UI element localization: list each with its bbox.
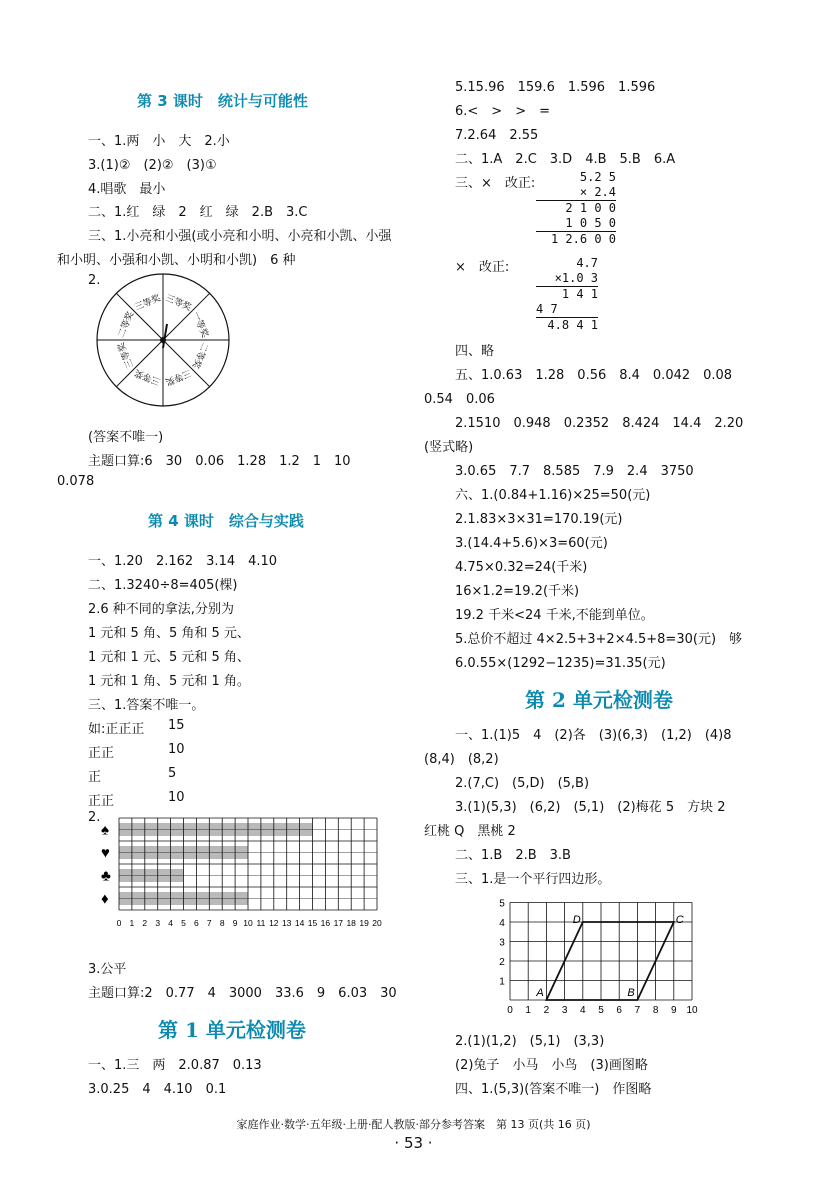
- grid-tick-label: 11: [256, 918, 266, 928]
- answer-line: 7.2.64 2.55: [455, 128, 539, 143]
- answer-line: 主题口算:6 30 0.06 1.28 1.2 1 10: [88, 454, 351, 469]
- coord-y-tick: 2: [499, 957, 505, 968]
- answer-line: 6.< > > =: [455, 104, 550, 119]
- point-label: B: [627, 987, 635, 999]
- answer-line: 1 元和 5 角、5 角和 5 元、: [88, 626, 250, 641]
- answer-line: 三、1.小亮和小强(或小亮和小明、小亮和小凯、小强: [88, 229, 392, 244]
- answer-line: 0.078: [57, 474, 95, 489]
- tally-mark: 如:正正正: [88, 722, 145, 737]
- wheel-sector-label: 三等奖: [115, 341, 136, 370]
- grid-tick-label: 13: [281, 918, 292, 928]
- coord-y-tick: 4: [499, 918, 505, 929]
- grid-tick-label: 16: [320, 918, 331, 928]
- answer-line: 四、1.(5,3)(答案不唯一) 作图略: [455, 1082, 652, 1097]
- tally-mark: 正正: [88, 794, 115, 809]
- answer-line: 16×1.2=19.2(千米): [455, 584, 580, 599]
- suit-icon: ♣: [101, 867, 111, 885]
- answer-line: 5.总价不超过 4×2.5+3+2×4.5+8=30(元) 够: [455, 632, 743, 647]
- answer-line: 三、1.是一个平行四边形。: [455, 872, 611, 887]
- answer-line: 二、1.红 绿 2 红 绿 2.B 3.C: [88, 205, 308, 220]
- answer-line: 2.: [88, 273, 101, 288]
- grid-tick-label: 5: [181, 918, 186, 928]
- answer-line: 3.0.25 4 4.10 0.1: [88, 1082, 227, 1097]
- grid-tick-label: 10: [243, 918, 253, 928]
- coord-x-tick: 10: [686, 1005, 698, 1016]
- wheel-sector-label: 三等奖: [133, 367, 162, 388]
- grid-tick-label: 2: [142, 918, 148, 928]
- answer-line: 2.1.83×3×31=170.19(元): [455, 512, 623, 527]
- tally-count: 10: [168, 790, 185, 805]
- tally-mark: 正: [88, 770, 102, 785]
- calc-row: × 2.4: [536, 185, 616, 201]
- grid-tick-label: 17: [333, 918, 344, 928]
- calc-row: 1 0 5 0: [536, 216, 616, 232]
- answer-line: 2.1510 0.948 0.2352 8.424 14.4 2.20: [455, 416, 744, 431]
- answer-line: 2.: [88, 810, 101, 825]
- grid-tick-label: 14: [294, 918, 305, 928]
- answer-line: 二、1.B 2.B 3.B: [455, 848, 571, 863]
- calc-row: 4.7: [576, 256, 598, 270]
- tally-mark: 正正: [88, 746, 115, 761]
- coord-x-tick: 8: [652, 1005, 659, 1016]
- grid-tick-label: 6: [194, 918, 199, 928]
- answer-line: 2.(7,C) (5,D) (5,B): [455, 776, 590, 791]
- wheel-sector-label: 三等奖: [164, 292, 193, 313]
- wheel-sector-label: 一等奖: [190, 310, 211, 339]
- vertical-calc-2: [536, 256, 598, 333]
- grid-tick-label: 15: [307, 918, 318, 928]
- coord-x-tick: 4: [580, 1005, 586, 1016]
- answer-line: (2)兔子 小马 小鸟 (3)画图略: [455, 1058, 648, 1073]
- grid-tick-label: 12: [269, 918, 279, 928]
- coord-x-tick: 1: [525, 1005, 531, 1016]
- calc-row: 4 7: [536, 302, 598, 318]
- coord-y-tick: 3: [499, 937, 505, 949]
- suit-icon: ♠: [101, 821, 109, 839]
- coord-x-tick: 7: [634, 1005, 641, 1016]
- coord-y-tick: 1: [499, 976, 505, 988]
- answer-line: 1 元和 1 元、5 元和 5 角、: [88, 650, 250, 665]
- coord-x-tick: 0: [507, 1005, 513, 1016]
- point-label: A: [536, 987, 544, 999]
- answer-line: 主题口算:2 0.77 4 3000 33.6 9 6.03 30: [88, 986, 397, 1001]
- answer-line: 2.(1)(1,2) (5,1) (3,3): [455, 1034, 605, 1049]
- coord-x-tick: 5: [598, 1005, 604, 1016]
- vertical-calc-1: [536, 170, 616, 247]
- grid-tick-label: 7: [206, 918, 212, 928]
- answer-line: 1 元和 1 角、5 元和 1 角。: [88, 674, 250, 689]
- calc-row: 4.8 4 1: [547, 318, 598, 332]
- tally-count: 10: [168, 742, 185, 757]
- grid-tick-label: 1: [129, 918, 135, 928]
- answer-line: 5.15.96 159.6 1.596 1.596: [455, 80, 656, 95]
- answer-line: 19.2 千米<24 千米,不能到单位。: [455, 608, 654, 623]
- answer-line: 一、1.(1)5 4 (2)各 (3)(6,3) (1,2) (4)8: [455, 728, 732, 743]
- answer-line: 四、略: [455, 344, 495, 359]
- grid-tick-label: 9: [232, 918, 238, 928]
- section-title-lesson4: 第 4 课时 综合与实践: [148, 512, 304, 530]
- answer-line: 2.6 种不同的拿法,分别为: [88, 602, 234, 617]
- unit1-title: 第 1 单元检测卷: [158, 1018, 306, 1042]
- calc-row: 1 4 1: [561, 287, 598, 301]
- coord-x-tick: 9: [671, 1005, 677, 1016]
- coordinate-grid: [490, 892, 720, 1020]
- calc2-label: × 改正:: [455, 260, 510, 275]
- grid-tick-label: 19: [359, 918, 369, 928]
- answer-line: 4.唱歌 最小: [88, 182, 166, 197]
- answer-line: 二、1.3240÷8=405(棵): [88, 578, 238, 593]
- grid-tick-label: 20: [372, 918, 382, 928]
- page-number: · 53 ·: [394, 1134, 433, 1152]
- answer-line: (答案不唯一): [88, 430, 164, 445]
- answer-line: 一、1.两 小 大 2.小: [88, 134, 230, 149]
- wheel-sector-label: 三等奖: [164, 367, 193, 388]
- suit-icon: ♥: [101, 844, 110, 862]
- grid-tick-label: 4: [168, 918, 173, 928]
- suit-bar-grid: [95, 812, 390, 947]
- grid-tick-label: 18: [346, 918, 356, 928]
- answer-line: 红桃 Q 黑桃 2: [424, 824, 516, 839]
- coord-x-tick: 3: [561, 1005, 568, 1016]
- point-label: D: [572, 914, 581, 926]
- answer-line: 三、1.答案不唯一。: [88, 698, 205, 713]
- answer-line: 二、1.A 2.C 3.D 4.B 5.B 6.A: [455, 152, 676, 167]
- answer-line: 和小明、小强和小凯、小明和小凯) 6 种: [57, 253, 296, 268]
- answer-line: 3.公平: [88, 962, 127, 977]
- answer-line: 3.(14.4+5.6)×3=60(元): [455, 536, 608, 551]
- answer-line: 3.(1)(5,3) (6,2) (5,1) (2)梅花 5 方块 2: [455, 800, 726, 815]
- grid-tick-label: 3: [155, 918, 161, 928]
- answer-line: 3.(1)② (2)② (3)①: [88, 158, 217, 173]
- answer-line: 五、1.0.63 1.28 0.56 8.4 0.042 0.08: [455, 368, 733, 383]
- answer-line: (8,4) (8,2): [424, 752, 499, 767]
- tally-count: 15: [168, 718, 185, 733]
- grid-tick-label: 8: [219, 918, 225, 928]
- unit2-title: 第 2 单元检测卷: [525, 688, 673, 712]
- wheel-hub: [160, 337, 166, 343]
- calc-row: ×1.0 3: [536, 271, 598, 287]
- answer-line: 6.0.55×(1292−1235)=31.35(元): [455, 656, 666, 671]
- calc-row: 5.2 5: [579, 170, 616, 184]
- wheel-sector-label: 三等奖: [133, 292, 162, 313]
- calc1-label: 三、× 改正:: [455, 176, 536, 191]
- answer-line: 一、1.20 2.162 3.14 4.10: [88, 554, 278, 569]
- wheel-sector-label: 二等奖: [115, 310, 136, 339]
- coord-y-tick: 5: [499, 898, 505, 910]
- calc-row: 2 1 0 0: [565, 201, 616, 215]
- answer-line: 一、1.三 两 2.0.87 0.13: [88, 1058, 262, 1073]
- coord-x-tick: 2: [543, 1005, 550, 1016]
- coord-x-tick: 6: [616, 1005, 622, 1016]
- grid-tick-label: 0: [116, 918, 122, 928]
- answer-line: (竖式略): [424, 440, 474, 455]
- suit-icon: ♦: [101, 890, 109, 908]
- wheel-sector-label: 二等奖: [190, 341, 211, 370]
- answer-line: 0.54 0.06: [424, 392, 495, 407]
- prize-wheel: [93, 270, 233, 410]
- answer-line: 4.75×0.32=24(千米): [455, 560, 588, 575]
- answer-line: 六、1.(0.84+1.16)×25=50(元): [455, 488, 651, 503]
- point-label: C: [675, 914, 684, 926]
- tally-count: 5: [168, 766, 177, 781]
- answer-line: 3.0.65 7.7 8.585 7.9 2.4 3750: [455, 464, 694, 479]
- page-footer: 家庭作业·数学·五年级·上册·配人教版·部分参考答案 第 13 页(共 16 页): [236, 1118, 591, 1131]
- section-title-lesson3: 第 3 课时 统计与可能性: [137, 92, 308, 110]
- calc-row: 1 2.6 0 0: [550, 232, 616, 246]
